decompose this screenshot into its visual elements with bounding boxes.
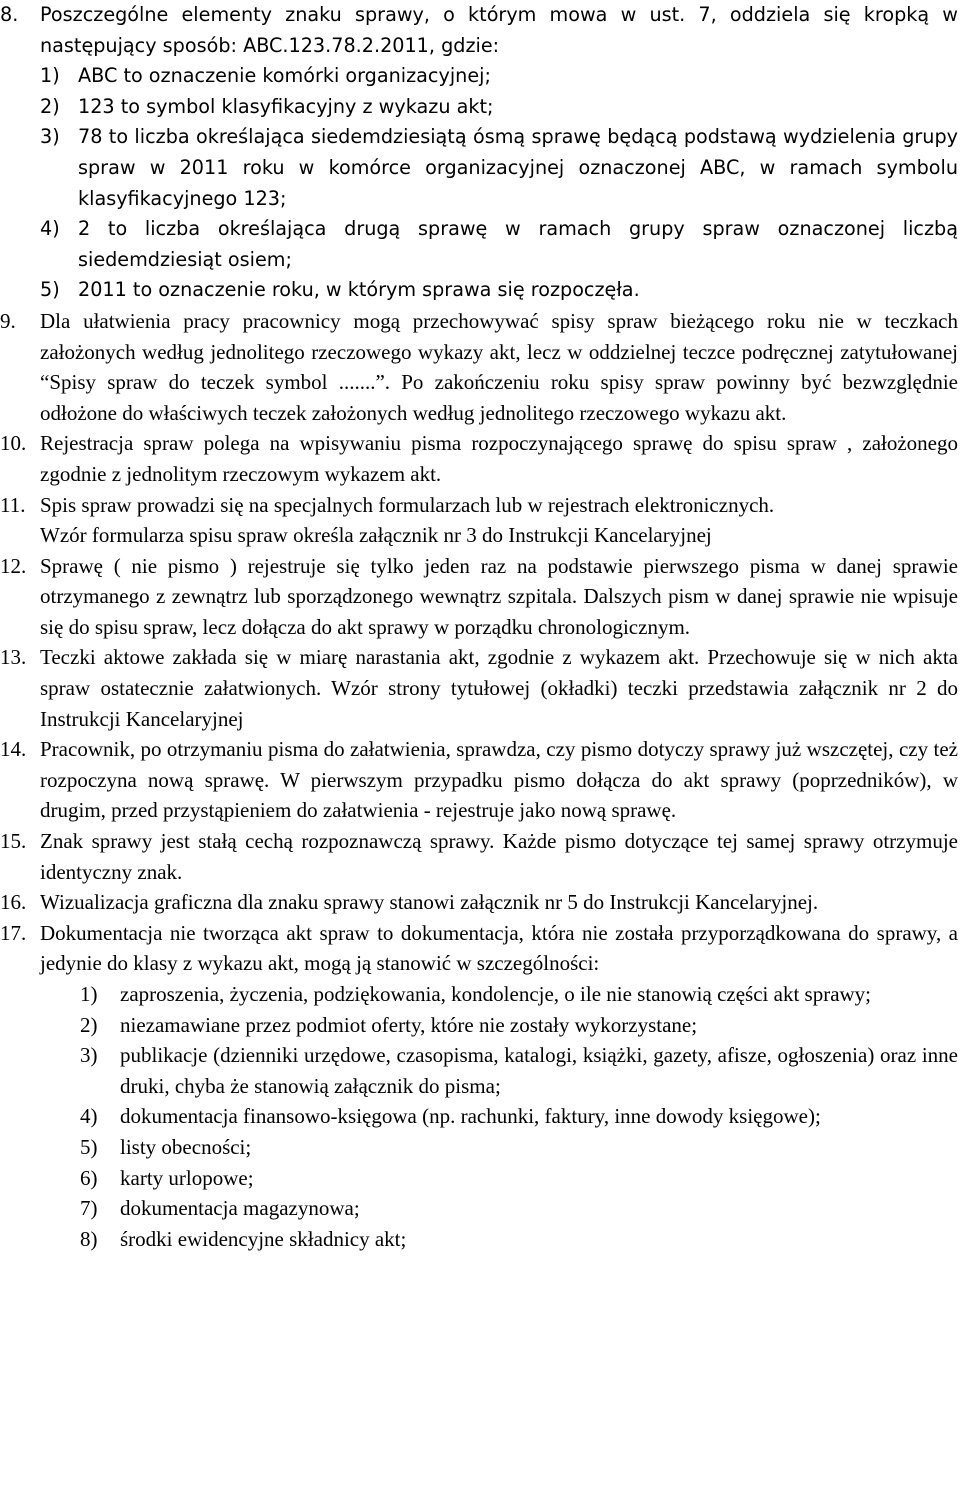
item-number: 11. [0,492,26,517]
item-number: 13. [0,645,27,670]
sub-item-text: 123 to symbol klasyfikacyjny z wykazu akt; [78,94,494,118]
item-number: 17. [0,920,27,945]
sub-item-8-1 [0,61,958,92]
sub-item-text: dokumentacja finansowo-księgowa (np. rachunki, faktury, inne dowody księgowe); [120,1104,821,1129]
sub-item-17-3 [0,1040,958,1101]
item-number: 16. [0,890,27,915]
sub-item-number: 3) [40,125,60,149]
sub-item-17-8 [0,1224,958,1255]
item-text: Pracownik, po otrzymaniu pisma do załatwienia, sprawdza, czy pismo dotyczy sprawy już wszczętej, czy też rozpoczyna nową sprawę. W pierwszym przypadku pismo dołącza do akt sprawy (poprzedników), w drugim, przed przystąpieniem do załatwienia - rejestruje jako nową sprawę. [40,737,958,823]
item-text: Dla ułatwienia pracy pracownicy mogą przechowywać spisy spraw bieżącego roku nie w teczkach założonych według jednolitego rzeczowego wykazy akt, lecz w oddzielnej teczce podręcznej zatytułowanej “Spisy spraw do teczek symbol .......”. Po zakończeniu roku spisy spraw powinny być bezwzględnie odłożone do właściwych teczek założonych według jednolitego rzeczowego wykazu akt. [40,308,958,425]
item-14 [0,734,958,826]
item-number: 12. [0,553,27,578]
item-number: 10. [0,431,27,456]
sub-item-8-5 [0,275,958,306]
item-8 [0,0,958,61]
item-number: 14. [0,737,27,762]
item-text: Teczki aktowe zakłada się w miarę narastania akt, zgodnie z wykazem akt. Przechowuje się w nich akta spraw ostatecznie załatwionych. Wzór strony tytułowej (okładki) teczki przedstawia załącznik nr 2 do Instrukcji Kancelaryjnej [40,645,958,731]
sub-item-number: 2) [80,1012,98,1037]
item-text: Sprawę ( nie pismo ) rejestruje się tylko jeden raz na podstawie pierwszego pisma w danej sprawie otrzymanego z zewnątrz lub sporządzonego wewnątrz szpitala. Dalszych pism w danej sprawie nie wpisuje się do spisu spraw, lecz dołącza do akt sprawy w porządku chronologicznym. [40,553,958,639]
item-11-note: Wzór formularza spisu spraw określa załącznik nr 3 do Instrukcji Kancelaryjnej [40,523,712,548]
item-text: Rejestracja spraw polega na wpisywaniu pisma rozpoczynającego sprawę do spisu spraw , założonego zgodnie z jednolitym rzeczowym wykazem akt. [40,431,958,486]
item-12 [0,551,958,643]
item-17 [0,918,958,979]
item-number: 8. [0,3,19,26]
sub-item-8-3 [0,122,958,214]
item-16 [0,887,958,918]
sub-item-number: 4) [40,217,60,241]
sub-item-8-4 [0,214,958,275]
item-text: Dokumentacja nie tworząca akt spraw to dokumentacja, która nie została przyporządkowana do sprawy, a jedynie do klasy z wykazu akt, mogą ją stanowić w szczególności: [40,920,958,976]
item-text: Spis spraw prowadzi się na specjalnych formularzach lub w rejestrach elektronicznych. [40,492,775,517]
sub-item-text: karty urlopowe; [120,1165,254,1190]
sub-item-number: 5) [80,1134,98,1159]
sub-item-text: listy obecności; [120,1134,252,1159]
sub-item-text: środki ewidencyjne składnicy akt; [120,1226,407,1251]
sub-item-number: 6) [80,1165,98,1190]
sub-item-number: 5) [40,278,60,302]
item-number: 15. [0,829,27,854]
sub-item-17-2 [0,1010,958,1041]
sub-item-number: 1) [40,64,60,88]
sub-item-text: zaproszenia, życzenia, podziękowania, kondolencje, o ile nie stanowią części akt sprawy; [120,982,872,1006]
sub-item-text: 2 to liczba określająca drugą sprawę w ramach grupy spraw oznaczonej liczbą siedemdziesiąt osiem; [78,217,958,271]
sub-item-number: 7) [80,1196,98,1221]
sub-item-17-7 [0,1193,958,1224]
sub-item-number: 3) [80,1043,98,1068]
item-text: Znak sprawy jest stałą cechą rozpoznawczą sprawy. Każde pismo dotyczące tej samej sprawy otrzymuje identyczny znak. [40,829,958,884]
item-text: Poszczególne elementy znaku sprawy, o którym mowa w ust. 7, oddziela się kropką w następujący sposób: ABC.123.78.2.2011, gdzie: [40,3,958,57]
sub-item-8-2 [0,92,958,123]
item-number: 9. [0,308,16,333]
item-13 [0,642,958,734]
sub-item-text: publikacje (dzienniki urzędowe, czasopisma, katalogi, książki, gazety, afisze, ogłoszenia) oraz inne druki, chyba że stanowią załącznik do pisma; [120,1043,958,1098]
sub-item-number: 2) [40,94,60,118]
sub-item-text: dokumentacja magazynowa; [120,1196,360,1221]
item-text: Wizualizacja graficzna dla znaku sprawy stanowi załącznik nr 5 do Instrukcji Kancelaryjnej. [40,890,819,915]
item-10 [0,428,958,489]
sub-item-number: 8) [80,1226,98,1251]
sub-item-text: 2011 to oznaczenie roku, w którym sprawa się rozpoczęła. [78,278,640,302]
sub-item-17-4 [0,1101,958,1132]
sub-item-17-5 [0,1132,958,1163]
item-15 [0,826,958,887]
sub-item-text: niezamawiane przez podmiot oferty, które nie zostały wykorzystane; [120,1012,698,1037]
sub-item-17-1 [0,979,958,1010]
sub-item-number: 1) [80,982,98,1006]
item-9 [0,306,958,428]
sub-item-text: 78 to liczba określająca siedemdziesiątą ósmą sprawę będącą podstawą wydzielenia grupy spraw w 2011 roku w komórce organizacyjnej oznaczonej ABC, w ramach symbolu klasyfikacyjnego 123; [78,125,958,210]
sub-item-text: ABC to oznaczenie komórki organizacyjnej; [78,64,491,88]
sub-item-17-6 [0,1163,958,1194]
item-11 [0,490,958,521]
sub-item-number: 4) [80,1104,98,1129]
